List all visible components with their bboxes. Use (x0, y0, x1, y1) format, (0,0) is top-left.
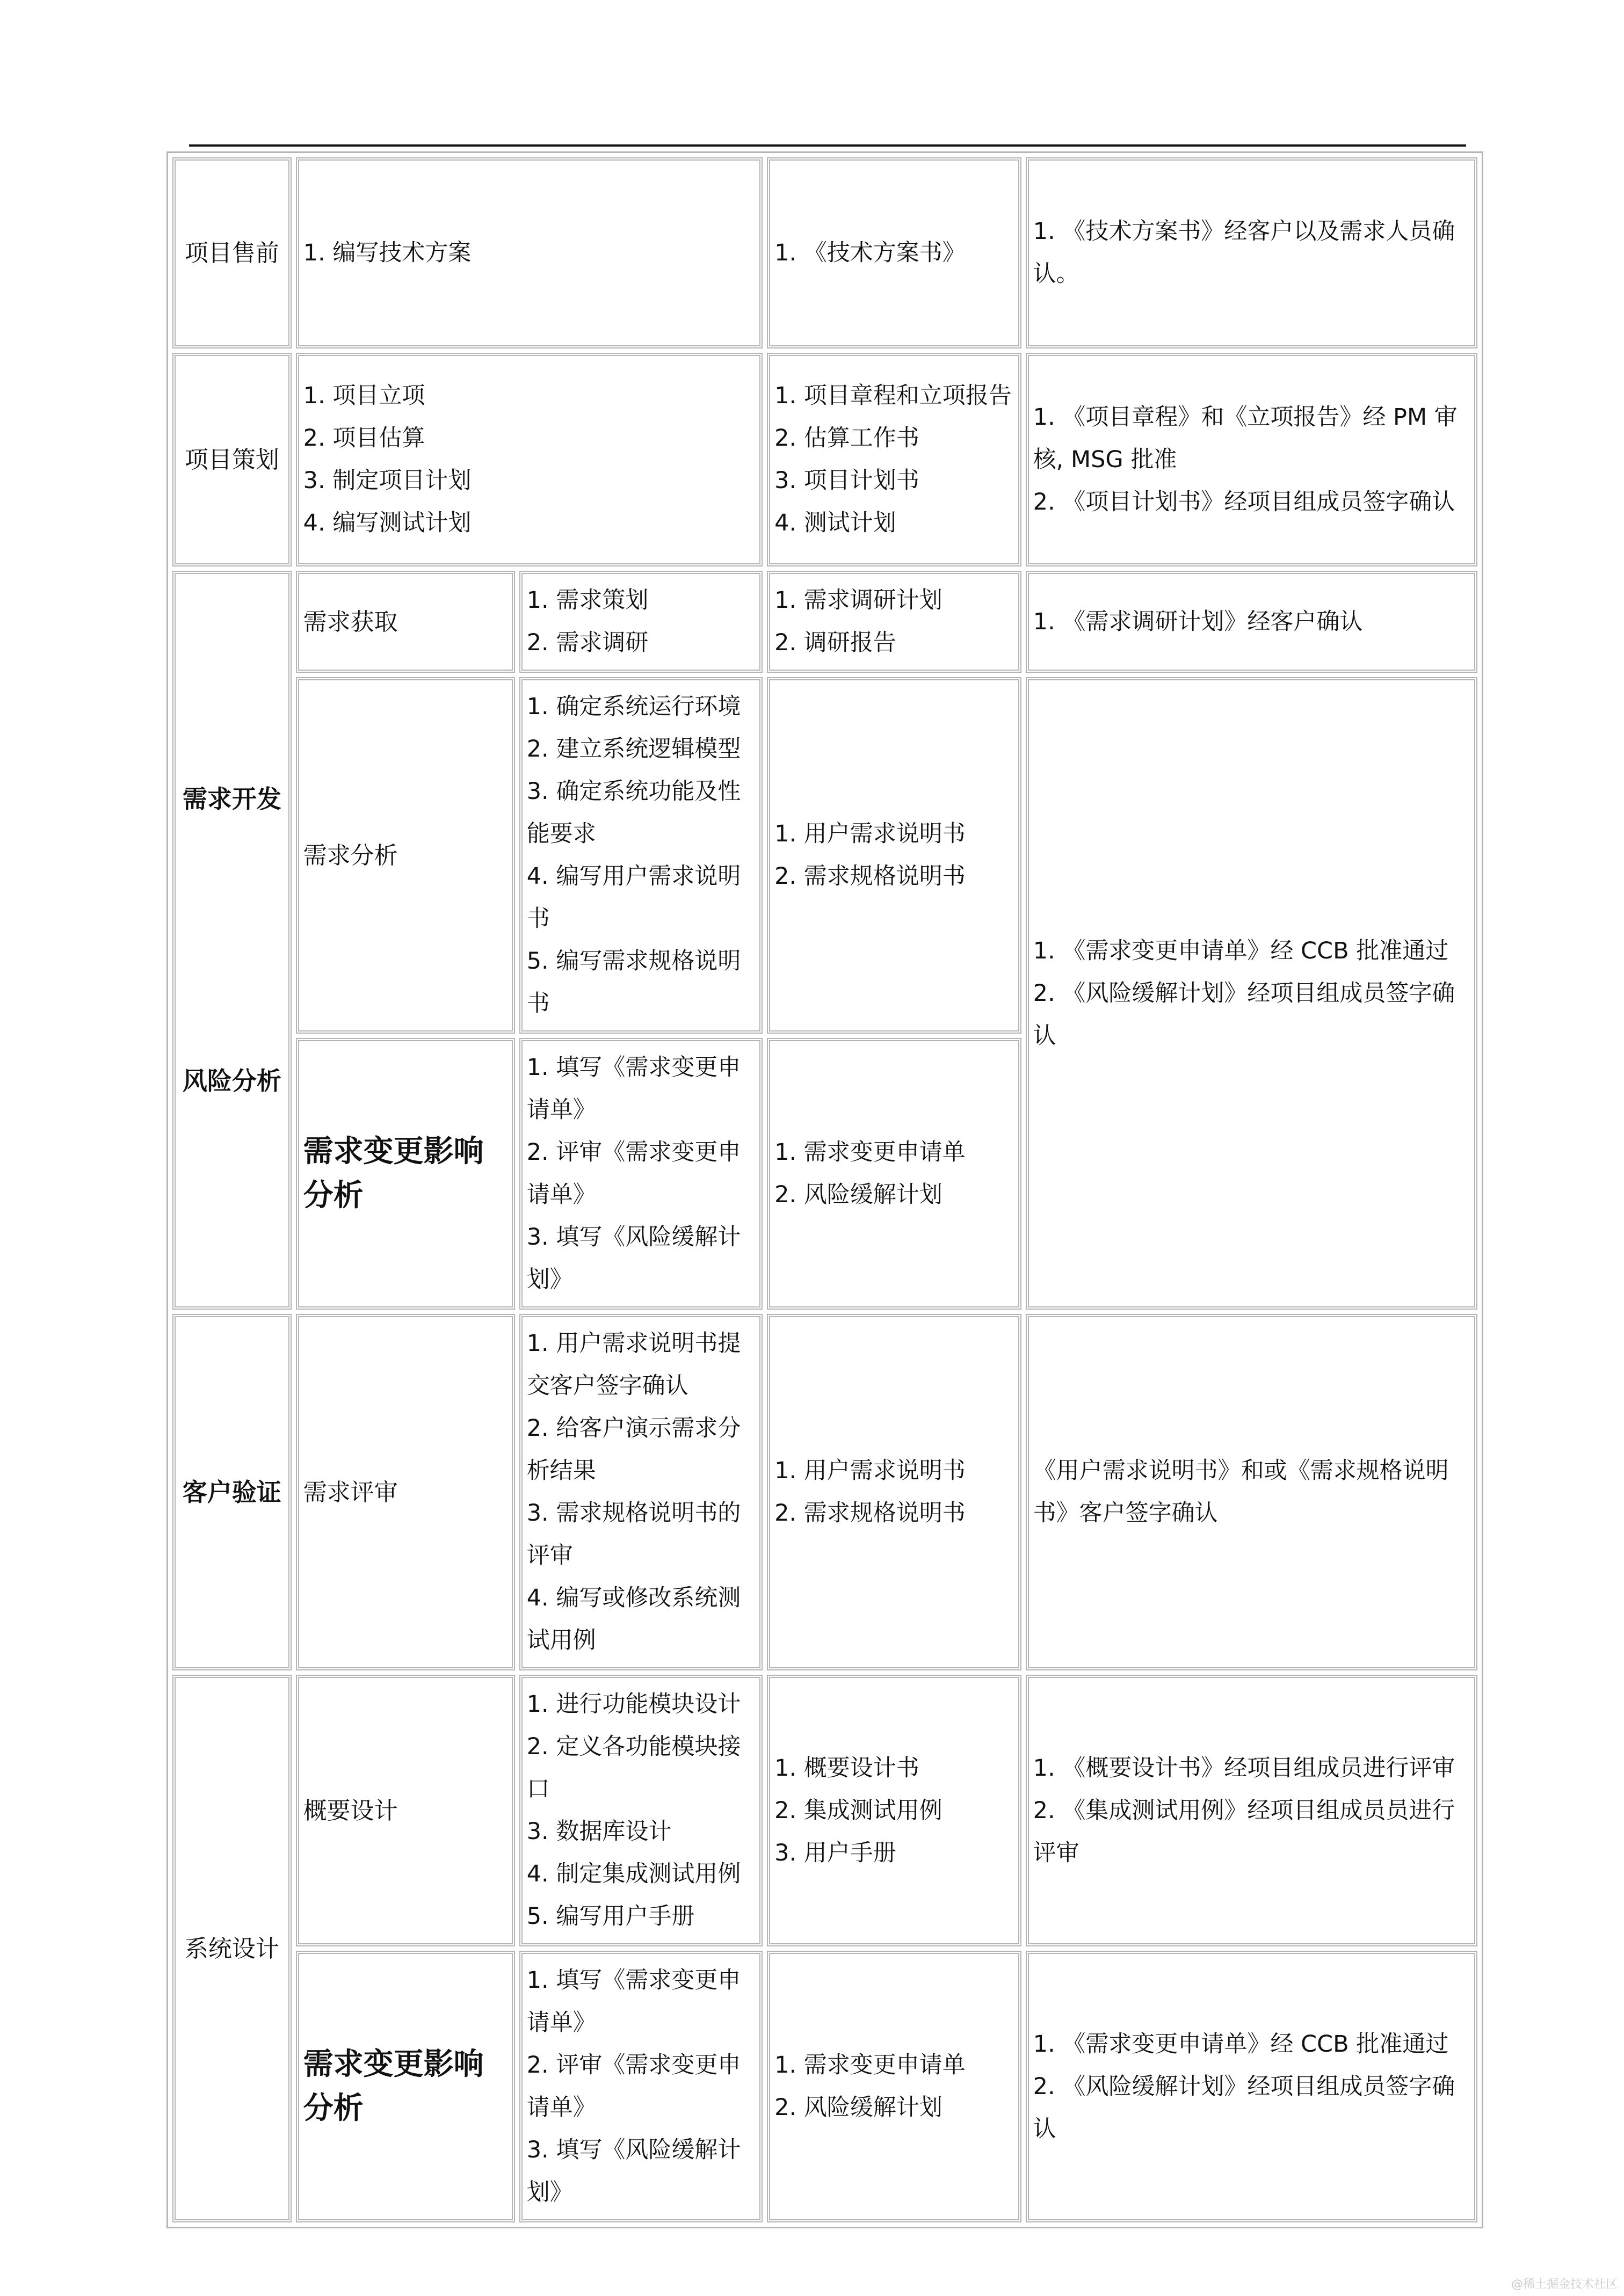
table-row-elicitation (172, 571, 1477, 673)
sub-phase-label: 概要设计 (303, 1797, 398, 1825)
list-item: 3. 项目计划书 (774, 467, 919, 494)
list-item: 2. 定义各功能模块接口 (526, 1733, 741, 1803)
list-item: 1. 《需求变更申请单》经 CCB 批准通过 (1033, 2030, 1449, 2058)
activities-cell-change-impact (519, 1038, 763, 1310)
list-item: 2. 《风险缓解计划》经项目组成员签字确认 (1033, 2073, 1455, 2142)
criteria-cell-presale (1026, 157, 1477, 348)
list-item: 2. 调研报告 (774, 629, 896, 656)
list-item: 4. 编写测试计划 (303, 510, 472, 536)
sub-phase-cell-elicitation (296, 571, 515, 673)
sub-phase-label: 需求分析 (303, 841, 398, 869)
activities-cell-design-change-impact (519, 1951, 763, 2222)
list-item: 3. 确定系统功能及性能要求 (526, 778, 741, 847)
list-item: 1. 进行功能模块设计 (526, 1691, 741, 1718)
phase-cell-planning (172, 353, 292, 566)
list-item: 2. 《集成测试用例》经项目组成员员进行评审 (1033, 1797, 1455, 1866)
list-item: 5. 编写用户手册 (526, 1903, 695, 1930)
list-item: 3. 需求规格说明书的评审 (526, 1500, 741, 1569)
criteria-cell-planning (1026, 353, 1477, 566)
phase-cell-presale (172, 157, 292, 348)
list-item: 1. 需求变更申请单 (774, 1139, 966, 1166)
activities-cell-design-overview (519, 1675, 763, 1946)
phase-cell-req-dev (172, 571, 292, 1310)
list-item: 2. 项目估算 (303, 425, 425, 452)
top-rule (189, 144, 1466, 147)
outputs-cell-verification (767, 1314, 1021, 1670)
watermark: @稀土掘金技术社区 (1511, 2278, 1618, 2291)
table-row-design-change-impact (172, 1951, 1477, 2222)
sub-phase-cell-analysis (296, 677, 515, 1034)
phase-label: 客户验证 (182, 1477, 281, 1507)
activities-cell-analysis (519, 677, 763, 1034)
process-table (166, 151, 1483, 2228)
outputs-cell-presale (767, 157, 1021, 348)
phase-cell-verification (172, 1314, 292, 1670)
sub-phase-label: 需求变更影响分析 (303, 1134, 484, 1213)
list-item: 1. 项目章程和立项报告 (774, 382, 1012, 409)
list-item: 2. 估算工作书 (774, 425, 919, 452)
list-item: 1. 《技术方案书》 (774, 239, 966, 266)
list-item: 1. 需求策划 (526, 587, 649, 614)
phase-label: 项目售前 (184, 239, 279, 267)
phase-label-secondary: 风险分析 (182, 1066, 281, 1095)
list-item: 1. 项目立项 (303, 382, 425, 409)
list-item: 2. 需求规格说明书 (774, 863, 966, 890)
criteria-cell-elicitation (1026, 571, 1477, 673)
list-item: 2. 评审《需求变更申请单》 (526, 1139, 741, 1208)
list-item: 1. 概要设计书 (774, 1754, 919, 1782)
sub-phase-cell-verification (296, 1314, 515, 1670)
phase-label: 系统设计 (184, 1935, 279, 1963)
list-item: 2. 集成测试用例 (774, 1797, 943, 1824)
phase-label: 需求开发 (182, 784, 281, 813)
list-item: 3. 用户手册 (774, 1839, 896, 1866)
outputs-cell-planning (767, 353, 1021, 566)
list-item: 3. 填写《风险缓解计划》 (526, 1224, 741, 1293)
outputs-cell-analysis (767, 677, 1021, 1034)
list-item: 4. 测试计划 (774, 510, 896, 536)
table-row-analysis (172, 677, 1477, 1034)
list-item: 4. 编写或修改系统测试用例 (526, 1585, 741, 1654)
activities-cell-verification (519, 1314, 763, 1670)
outputs-cell-change-impact (767, 1038, 1021, 1310)
list-item: 1. 需求调研计划 (774, 587, 943, 614)
outputs-cell-elicitation (767, 571, 1021, 673)
sub-phase-cell-design-overview (296, 1675, 515, 1946)
list-item: 4. 编写用户需求说明书 (526, 863, 741, 932)
list-item: 2. 评审《需求变更申请单》 (526, 2052, 741, 2121)
list-item: 2. 风险缓解计划 (774, 2094, 943, 2121)
list-item: 2. 《项目计划书》经项目组成员签字确认 (1033, 488, 1455, 515)
phase-spacer (180, 814, 284, 1066)
list-item: 1. 《技术方案书》经客户以及需求人员确认。 (1033, 218, 1455, 287)
table-row-presale (172, 157, 1477, 348)
list-item: 3. 数据库设计 (526, 1818, 672, 1845)
list-item: 2. 需求调研 (526, 629, 649, 656)
list-item: 《用户需求说明书》和或《需求规格说明书》客户签字确认 (1033, 1457, 1449, 1527)
list-item: 1. 《项目章程》和《立项报告》经 PM 审核, MSG 批准 (1033, 403, 1458, 473)
list-item: 1. 确定系统运行环境 (526, 693, 741, 720)
list-item: 1. 用户需求说明书 (774, 820, 966, 847)
table-row-planning (172, 353, 1477, 566)
list-item: 5. 编写需求规格说明书 (526, 948, 741, 1017)
list-item: 1. 《需求变更申请单》经 CCB 批准通过 (1033, 937, 1449, 964)
list-item: 2. 风险缓解计划 (774, 1181, 943, 1208)
outputs-cell-design-overview (767, 1675, 1021, 1946)
list-item: 2. 《风险缓解计划》经项目组成员签字确认 (1033, 979, 1455, 1049)
criteria-cell-verification (1026, 1314, 1477, 1670)
list-item: 1. 需求变更申请单 (774, 2052, 966, 2079)
activities-cell-planning (296, 353, 763, 566)
sub-phase-cell-change-impact (296, 1038, 515, 1310)
phase-label: 项目策划 (184, 446, 279, 474)
list-item: 1. 填写《需求变更申请单》 (526, 1054, 741, 1123)
activities-cell-elicitation (519, 571, 763, 673)
sub-phase-label: 需求变更影响分析 (303, 2047, 484, 2126)
criteria-cell-change-impact (1026, 677, 1477, 1310)
criteria-cell-design-change-impact (1026, 1951, 1477, 2222)
list-item: 1. 编写技术方案 (303, 239, 472, 266)
outputs-cell-design-change-impact (767, 1951, 1021, 2222)
phase-cell-design (172, 1675, 292, 2222)
table-row-design-overview (172, 1675, 1477, 1946)
list-item: 4. 制定集成测试用例 (526, 1861, 741, 1887)
criteria-cell-design-overview (1026, 1675, 1477, 1946)
list-item: 3. 制定项目计划 (303, 467, 472, 494)
sub-phase-label: 需求评审 (303, 1478, 398, 1506)
list-item: 2. 需求规格说明书 (774, 1500, 966, 1527)
table-row-verification (172, 1314, 1477, 1670)
list-item: 1. 用户需求说明书 (774, 1457, 966, 1484)
list-item: 2. 给客户演示需求分析结果 (526, 1415, 741, 1484)
list-item: 1. 填写《需求变更申请单》 (526, 1967, 741, 2036)
list-item: 1. 《概要设计书》经项目组成员进行评审 (1033, 1754, 1455, 1782)
list-item: 1. 用户需求说明书提交客户签字确认 (526, 1330, 741, 1399)
activities-cell-presale (296, 157, 763, 348)
sub-phase-label: 需求获取 (303, 608, 398, 636)
list-item: 1. 《需求调研计划》经客户确认 (1033, 608, 1363, 635)
sub-phase-cell-design-change-impact (296, 1951, 515, 2222)
list-item: 2. 建立系统逻辑模型 (526, 736, 741, 762)
list-item: 3. 填写《风险缓解计划》 (526, 2137, 741, 2206)
